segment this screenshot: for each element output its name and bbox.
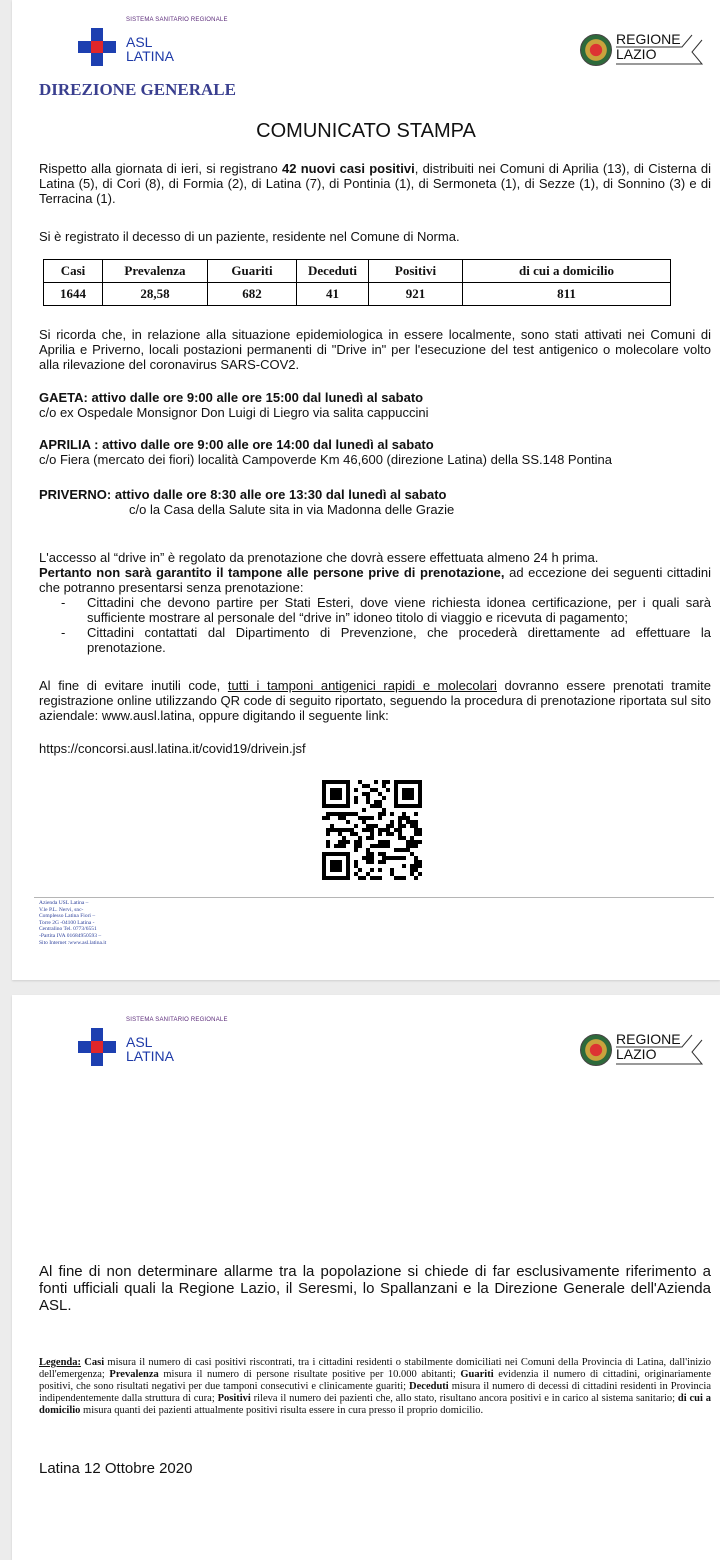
value-cell: 682 (208, 283, 297, 306)
lazio-emblem-icon (580, 1034, 612, 1066)
site-aprilia: APRILIA : attivo dalle ore 9:00 alle ore 14:00 dal lunedì al sabato c/o Fiera (mercato dei fiori) località Campoverde Km 46,600 (direzione Latina) della SS.148 Pontina (39, 437, 613, 467)
qr-code-icon[interactable] (322, 780, 422, 880)
system-label: SISTEMA SANITARIO REGIONALE (126, 1017, 228, 1023)
regione-lazio-logo: REGIONE LAZIO (580, 30, 720, 70)
death-notice: Si è registrato il decesso di un paziente, residente nel Comune di Norma. (39, 229, 460, 244)
page-title: COMUNICATO STAMPA (256, 120, 476, 142)
value-cell: 921 (369, 283, 463, 306)
asl-name: ASL LATINA (126, 1034, 174, 1064)
site-priverno: PRIVERNO: attivo dalle ore 8:30 alle ore 13:30 dal lunedì al sabato c/o la Casa della Salute sita in via Madonna delle Grazie (39, 487, 455, 517)
header-cell: di cui a domicilio (463, 260, 671, 283)
document-page-1 (12, 0, 720, 980)
direzione-generale: DIREZIONE GENERALE (39, 80, 236, 99)
system-label: SISTEMA SANITARIO REGIONALE (126, 17, 228, 23)
booking-paragraph: Al fine di evitare inutili code, tutti i tamponi antigenici rapidi e molecolari dovranno essere prenotati tramite registrazione online utilizzando QR code di seguito riportato, seguendo la procedura di prenotazione riportata sul sito aziendale: www.ausl.latina, oppure digitando il seguente link: (39, 678, 711, 723)
document-page-2 (12, 995, 720, 1560)
intro-paragraph: Rispetto alla giornata di ieri, si registrano 42 nuovi casi positivi, distribuiti nei Comuni di Aprilia (13), di Cisterna di Latina (5), di Cori (8), di Formia (2), di Latina (7), di Pontinia (1), di Sermoneta (1), di Sezze (1), di Sonnino (3) e di Terracina (1). (39, 161, 711, 206)
booking-link[interactable]: https://concorsi.ausl.latina.it/covid19/drivein.jsf (39, 741, 306, 756)
asl-cross-logo (78, 1028, 116, 1066)
site-gaeta: GAETA: attivo dalle ore 9:00 alle ore 15:00 dal lunedì al sabato c/o ex Ospedale Monsignor Don Luigi di Liegro via salita cappuccini (39, 390, 429, 420)
value-cell: 811 (463, 283, 671, 306)
legend-paragraph: Legenda: Casi misura il numero di casi positivi riscontrati, tra i cittadini residenti o stabilmente domiciliati nei Comuni della Provincia di Latina, dall'inizio dell'emergenza; Prevalenza misura il numero di persone risultate positive per 10.000 abitanti; Guariti evidenzia il numero di cittadini, originariamente positivi, che sono risultati negativi per due tamponi consecutivi e clinicamente guariti; Deceduti misura il numero di decessi di cittadini residenti in Provincia indipendentemente dalla struttura di cura; Positivi rileva il numero dei pazienti che, allo stato, risultano ancora positivi e in carico al sistema sanitario; di cui a domicilio misura quanti dei pazienti attualmente positivi risulta essere in cura presso il proprio domicilio. (39, 1357, 711, 1416)
stats-table (43, 259, 671, 306)
list-item: - Cittadini che devono partire per Stati Esteri, dove viene richiesta idonea certificazione, per i quali sarà sufficiente mostrare al personale del “drive in” idoneo titolo di viaggio e ricevuta di pagamento; (87, 595, 711, 625)
alarm-paragraph: Al fine di non determinare allarme tra la popolazione si chiede di far esclusivamente riferimento a fonti ufficiali quali la Regione Lazio, il Seresmi, lo Spallanzani e la Direzione Generale dell'Azienda ASL. (39, 1263, 711, 1314)
exceptions-list (39, 595, 711, 655)
table-header-row (44, 260, 671, 283)
access-paragraph: L'accesso al “drive in” è regolato da prenotazione che dovrà essere effettuata almeno 24 h prima. Pertanto non sarà garantito il tampone alle persone prive di prenotazione, ad eccezione dei seguenti cittadini che potranno presentarsi senza prenotazione: - Cittadini che devono partire per Stati Esteri, dove viene richiesta idonea certificazione, per i quali sarà sufficiente mostrare al personale del “drive in” idoneo titolo di viaggio e ricevuta di pagamento; - Cittadini contattati dal Dipartimento di Prevenzione, che procederà direttamente ad effettuare la prenotazione. (39, 550, 711, 655)
header-cell: Casi (44, 260, 103, 283)
header-cell: Deceduti (297, 260, 369, 283)
header-cell: Guariti (208, 260, 297, 283)
value-cell: 28,58 (103, 283, 208, 306)
footer-contact: Azienda USL Latina – V.le P.L. Nervi, snc- Complesso Latina Fiori – Torre 2G -04100 Latina - Centralino Tel. 0773/6551 -Partita IVA 01684950593 – Sito Internet :www.asl.latina.it (39, 900, 107, 946)
drivein-intro: Si ricorda che, in relazione alla situazione epidemiologica in essere localmente, sono stati attivati nei Comuni di Aprilia e Priverno, locali postazioni permanenti di "Drive in" per l'esecuzione del test antigenico o molecolare volto alla rilevazione del coronavirus SARS-COV2. (39, 327, 711, 372)
header-cell: Prevalenza (103, 260, 208, 283)
table-row (44, 283, 671, 306)
list-item: - Cittadini contattati dal Dipartimento di Prevenzione, che procederà direttamente ad effettuare la prenotazione. (87, 625, 711, 655)
footer-divider (34, 897, 714, 898)
header-cell: Positivi (369, 260, 463, 283)
asl-name: ASL LATINA (126, 34, 174, 64)
regione-lazio-logo: REGIONE LAZIO (580, 1030, 720, 1070)
lazio-emblem-icon (580, 34, 612, 66)
value-cell: 41 (297, 283, 369, 306)
asl-cross-logo (78, 28, 116, 66)
value-cell: 1644 (44, 283, 103, 306)
document-date: Latina 12 Ottobre 2020 (39, 1460, 193, 1477)
